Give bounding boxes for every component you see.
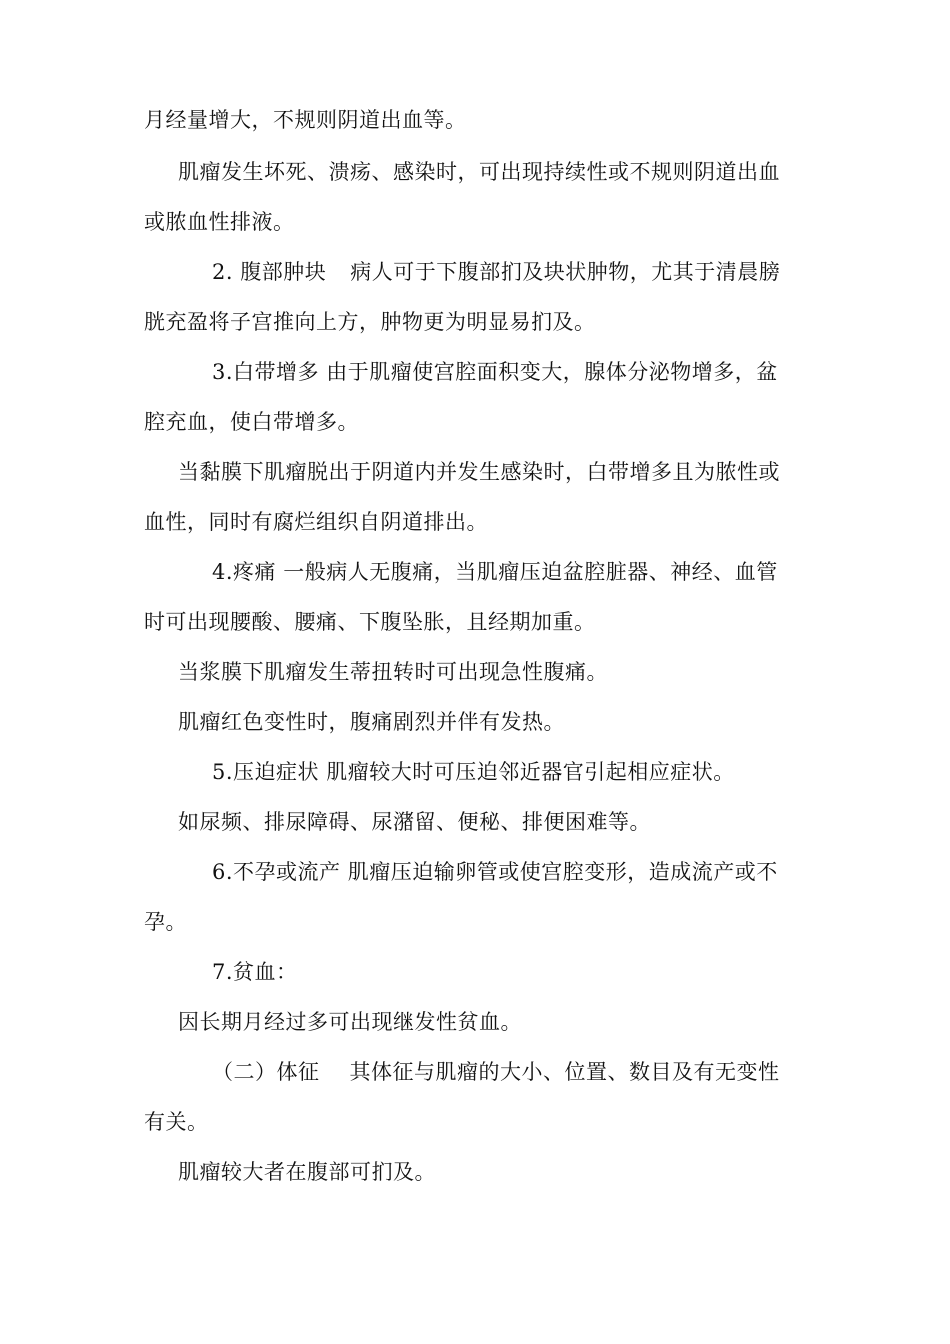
text-line: 7.贫血： <box>212 960 298 984</box>
item-heading: 2. 腹部肿块 <box>212 260 327 284</box>
text-line: 肌瘤红色变性时，腹痛剧烈并伴有发热。 <box>178 710 565 734</box>
text-line: 当浆膜下肌瘤发生蒂扭转时可出现急性腹痛。 <box>178 660 608 684</box>
text-line: 孕。 <box>144 910 187 934</box>
text-line: 因长期月经过多可出现继发性贫血。 <box>178 1010 522 1034</box>
text-line: 血性，同时有腐烂组织自阴道排出。 <box>144 510 488 534</box>
text-line: 或脓血性排液。 <box>144 210 295 234</box>
text-line: 肌瘤发生坏死、溃疡、感染时，可出现持续性或不规则阴道出血 <box>178 160 780 184</box>
text-line: 如尿频、排尿障碍、尿潴留、便秘、排便困难等。 <box>178 810 651 834</box>
text-line <box>212 258 780 286</box>
text-line: 时可出现腰酸、腰痛、下腹坠胀，且经期加重。 <box>144 610 596 634</box>
item-text: 病人可于下腹部扪及块状肿物，尤其于清晨膀 <box>350 260 781 284</box>
text-line: 3.白带增多 由于肌瘤使宫腔面积变大，腺体分泌物增多，盆 <box>212 360 778 384</box>
section-heading: （二）体征 <box>212 1060 320 1084</box>
text-line: 6.不孕或流产 肌瘤压迫输卵管或使宫腔变形，造成流产或不 <box>212 860 778 884</box>
text-line: 胱充盈将子宫推向上方，肿物更为明显易扪及。 <box>144 310 596 334</box>
text-line: 月经量增大，不规则阴道出血等。 <box>144 108 467 132</box>
text-line: 当黏膜下肌瘤脱出于阴道内并发生感染时，白带增多且为脓性或 <box>178 460 780 484</box>
text-line: 5.压迫症状 肌瘤较大时可压迫邻近器官引起相应症状。 <box>212 760 735 784</box>
text-line: 4.疼痛 一般病人无腹痛，当肌瘤压迫盆腔脏器、神经、血管 <box>212 560 778 584</box>
section-text: 其体征与肌瘤的大小、位置、数目及有无变性 <box>349 1060 780 1084</box>
text-line: 有关。 <box>144 1110 209 1134</box>
text-line: 肌瘤较大者在腹部可扪及。 <box>178 1160 436 1184</box>
text-line: 腔充血，使白带增多。 <box>144 410 359 434</box>
text-line <box>212 1058 780 1086</box>
